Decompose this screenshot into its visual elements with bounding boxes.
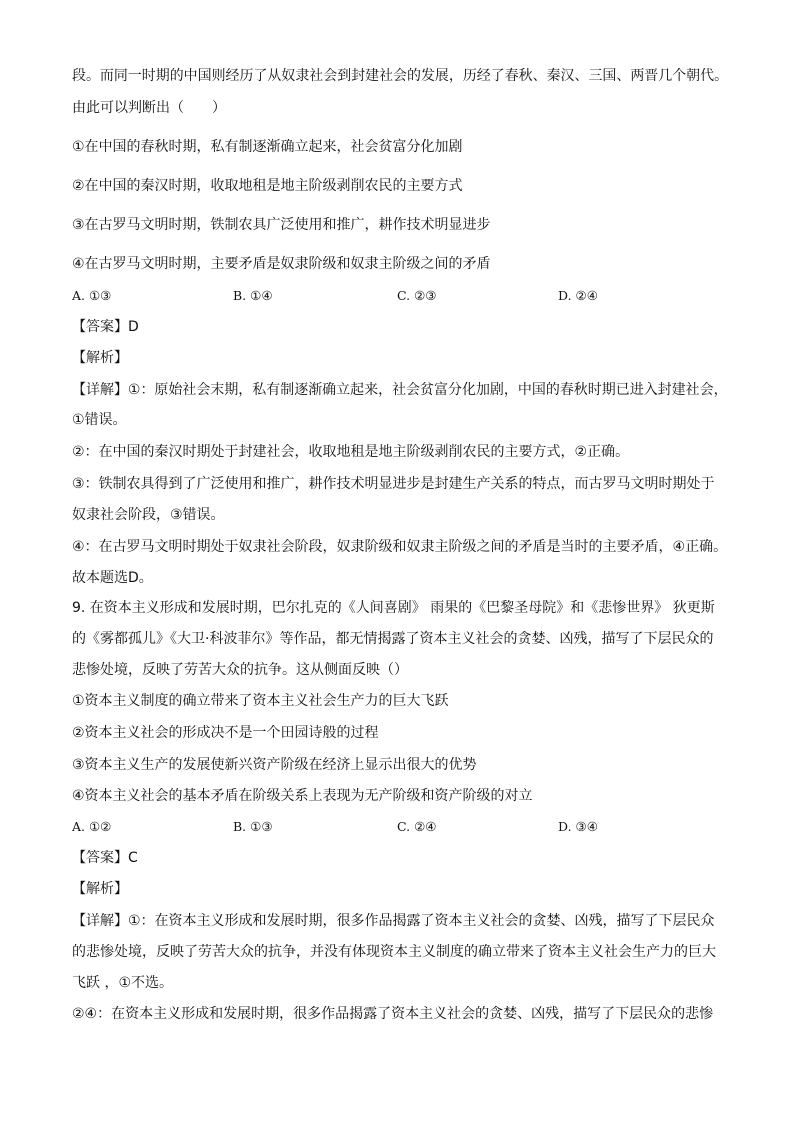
q8-option-d: D. ②④	[558, 288, 598, 303]
q9-detail-line-4: ②④：在资本主义形成和发展时期，很多作品揭露了资本主义社会的贪婪、凶残，描写了下层民众的悲惨	[72, 1006, 714, 1022]
q9-option-c: C. ②④	[397, 819, 437, 834]
q8-detail-line-4: ③：铁制农具得到了广泛使用和推广，耕作技术明显进步是封建生产关系的特点，而古罗马文明时期处于	[72, 476, 715, 492]
q9-answer: 【答案】C	[72, 850, 138, 866]
q9-analysis-label: 【解析】	[72, 881, 128, 897]
q9-item-4: ④资本主义社会的基本矛盾在阶级关系上表现为无产阶级和资产阶级的对立	[72, 788, 533, 804]
q9-detail-line-3: 飞跃 ，①不选。	[72, 975, 174, 991]
q9-stem-line-2: 的《雾都孤儿》《大卫·科波菲尔》等作品，都无情揭露了资本主义社会的贪婪、凶残，描写了下层民众的	[72, 631, 714, 647]
q9-option-b: B. ①③	[233, 819, 273, 834]
q8-stem-line-1: 段。而同一时期的中国则经历了从奴隶社会到封建社会的发展，历经了春秋、秦汉、三国、两晋几个朝代。	[72, 68, 729, 84]
q9-detail-line-2: 的悲惨处境，反映了劳苦大众的抗争，并没有体现资本主义制度的确立带来了资本主义社会生产力的巨大	[72, 944, 716, 960]
q9-stem-line-3: 悲惨处境，反映了劳苦大众的抗争。这从侧面反映（）	[72, 662, 408, 678]
q9-detail-line-1: 【详解】①：在资本主义形成和发展时期，很多作品揭露了资本主义社会的贪婪、凶残，描写了下层民众	[72, 913, 715, 929]
q8-detail-line-7: 故本题选D。	[72, 570, 153, 586]
q9-item-3: ③资本主义生产的发展使新兴资产阶级在经济上显示出很大的优势	[72, 757, 477, 773]
q8-item-1: ①在中国的春秋时期，私有制逐渐确立起来，社会贫富分化加剧	[72, 139, 463, 155]
q8-detail-line-2: ①错误。	[72, 412, 127, 428]
q9-stem-line-1: 9. 在资本主义形成和发展时期，巴尔扎克的《人间喜剧》 雨果的《巴黎圣母院》和《悲惨世界》 狄更斯	[72, 600, 715, 616]
q8-item-4: ④在古罗马文明时期，主要矛盾是奴隶阶级和奴隶主阶级之间的矛盾	[72, 256, 491, 272]
q8-option-c: C. ②③	[397, 288, 437, 303]
q9-option-a: A. ①②	[72, 819, 112, 834]
q9-option-d: D. ③④	[558, 819, 598, 834]
q8-detail-line-5: 奴隶社会阶段，③错误。	[72, 507, 225, 523]
q8-detail-line-1: 【详解】①：原始社会末期，私有制逐渐确立起来，社会贫富分化加剧，中国的春秋时期已进入封建社会，	[72, 382, 728, 398]
q8-analysis-label: 【解析】	[72, 350, 128, 366]
q8-answer: 【答案】D	[72, 319, 139, 335]
q8-detail-line-6: ④：在古罗马文明时期处于奴隶社会阶段，奴隶阶级和奴隶主阶级之间的矛盾是当时的主要矛盾，④正确。	[72, 539, 728, 555]
q8-detail-line-3: ②：在中国的秦汉时期处于封建社会，收取地租是地主阶级剥削农民的主要方式，②正确。	[72, 444, 630, 460]
q8-item-3: ③在古罗马文明时期，铁制农具广泛使用和推广，耕作技术明显进步	[72, 217, 491, 233]
q8-option-a: A. ①③	[72, 288, 112, 303]
q8-item-2: ②在中国的秦汉时期，收取地租是地主阶级剥削农民的主要方式	[72, 178, 463, 194]
q8-option-b: B. ①④	[233, 288, 273, 303]
q9-item-1: ①资本主义制度的确立带来了资本主义社会生产力的巨大飞跃	[72, 693, 449, 709]
q9-item-2: ②资本主义社会的形成决不是一个田园诗般的过程	[72, 725, 379, 741]
q8-stem-line-2: 由此可以判断出（ ）	[72, 100, 226, 116]
